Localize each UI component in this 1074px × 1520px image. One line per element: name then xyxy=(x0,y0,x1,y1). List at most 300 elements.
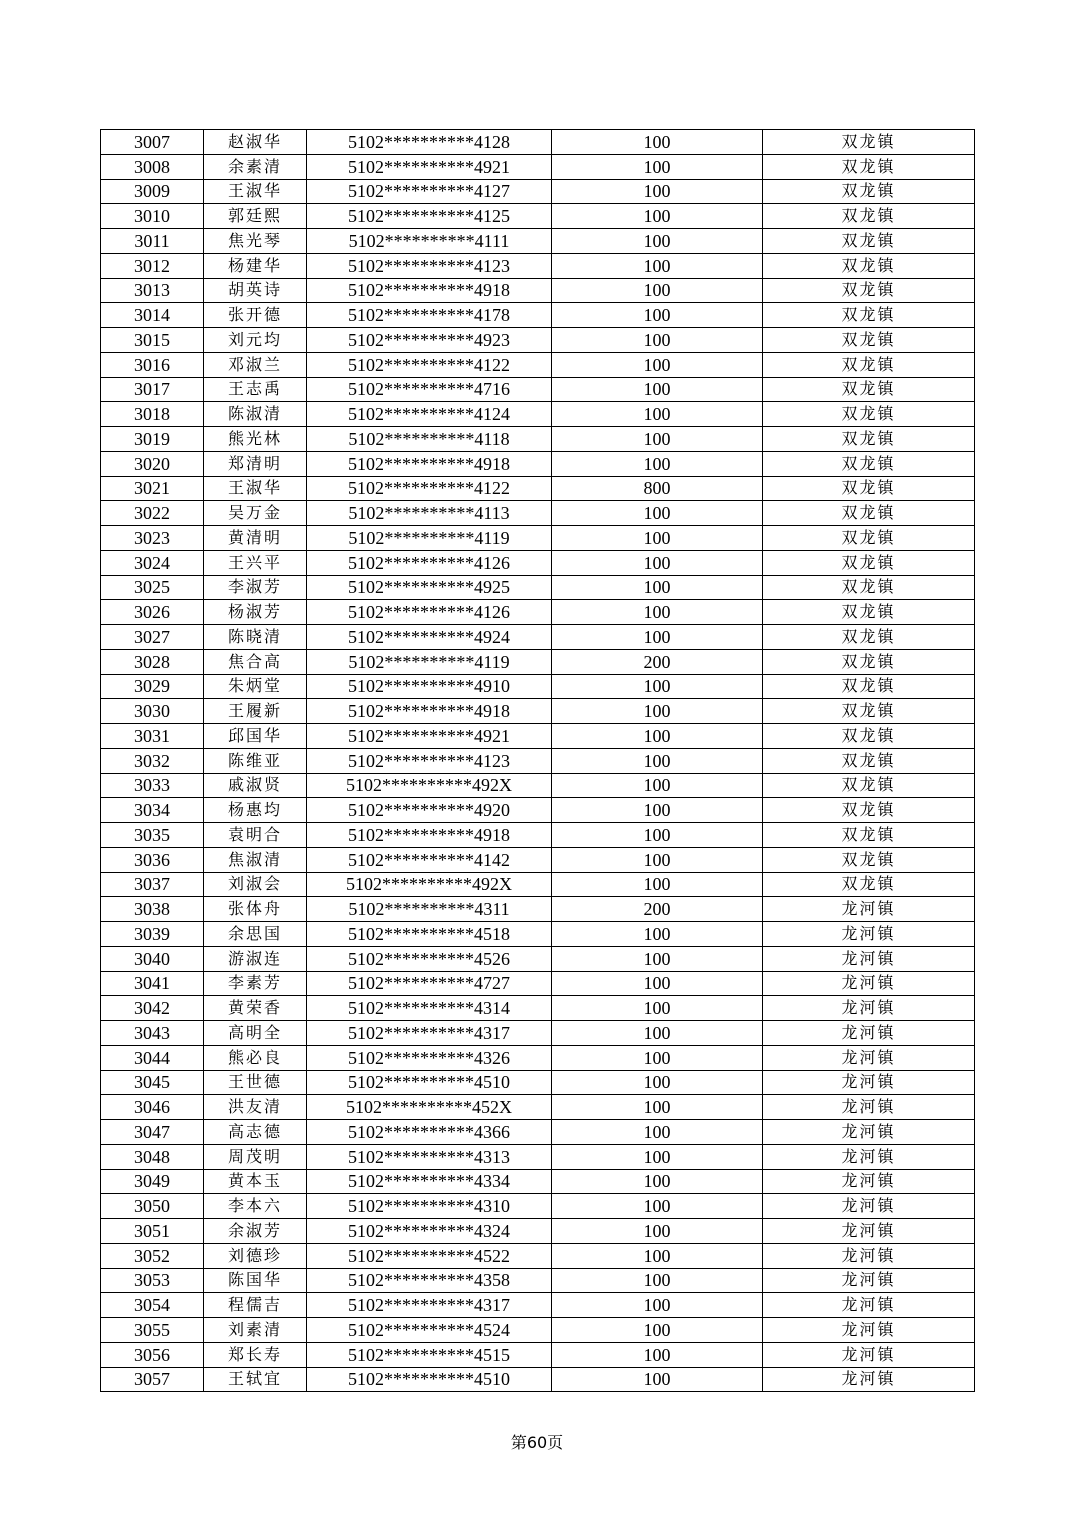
id-number-cell: 5102**********4924 xyxy=(307,625,552,650)
town-cell: 龙河镇 xyxy=(763,897,975,922)
amount-cell: 100 xyxy=(552,154,763,179)
amount-cell: 100 xyxy=(552,1342,763,1367)
table-row xyxy=(101,1021,975,1046)
table-row xyxy=(101,476,975,501)
id-number-cell: 5102**********4526 xyxy=(307,946,552,971)
table-row xyxy=(101,229,975,254)
id-number-cell: 5102**********4925 xyxy=(307,575,552,600)
table-row xyxy=(101,1120,975,1145)
id-number-cell: 5102**********4313 xyxy=(307,1144,552,1169)
town-cell: 双龙镇 xyxy=(763,476,975,501)
name-cell: 袁明合 xyxy=(204,823,307,848)
id-number-cell: 5102**********4510 xyxy=(307,1070,552,1095)
amount-cell: 100 xyxy=(552,253,763,278)
table-row xyxy=(101,1194,975,1219)
town-cell: 双龙镇 xyxy=(763,328,975,353)
name-cell: 王世德 xyxy=(204,1070,307,1095)
town-cell: 双龙镇 xyxy=(763,575,975,600)
id-number-cell: 5102**********4510 xyxy=(307,1367,552,1392)
town-cell: 龙河镇 xyxy=(763,1367,975,1392)
name-cell: 陈淑清 xyxy=(204,402,307,427)
name-cell: 余素清 xyxy=(204,154,307,179)
town-cell: 龙河镇 xyxy=(763,1293,975,1318)
town-cell: 龙河镇 xyxy=(763,1318,975,1343)
table-row xyxy=(101,1144,975,1169)
amount-cell: 100 xyxy=(552,724,763,749)
id-number-cell: 5102**********4126 xyxy=(307,550,552,575)
table-row xyxy=(101,1095,975,1120)
table-row xyxy=(101,550,975,575)
id-number-cell: 5102**********4923 xyxy=(307,328,552,353)
town-cell: 双龙镇 xyxy=(763,154,975,179)
id-number-cell: 5102**********4314 xyxy=(307,996,552,1021)
amount-cell: 100 xyxy=(552,526,763,551)
id-number-cell: 5102**********4518 xyxy=(307,922,552,947)
id-number-cell: 5102**********4326 xyxy=(307,1045,552,1070)
table-row xyxy=(101,179,975,204)
amount-cell: 100 xyxy=(552,328,763,353)
serial-number-cell: 3051 xyxy=(101,1219,204,1244)
id-number-cell: 5102**********4178 xyxy=(307,303,552,328)
amount-cell: 100 xyxy=(552,847,763,872)
town-cell: 龙河镇 xyxy=(763,1095,975,1120)
table-row xyxy=(101,1268,975,1293)
name-cell: 陈国华 xyxy=(204,1268,307,1293)
amount-cell: 100 xyxy=(552,303,763,328)
id-number-cell: 5102**********4122 xyxy=(307,352,552,377)
id-number-cell: 5102**********4123 xyxy=(307,253,552,278)
name-cell: 郑清明 xyxy=(204,451,307,476)
name-cell: 王志禹 xyxy=(204,377,307,402)
name-cell: 张体舟 xyxy=(204,897,307,922)
serial-number-cell: 3017 xyxy=(101,377,204,402)
id-number-cell: 5102**********4142 xyxy=(307,847,552,872)
id-number-cell: 5102**********4910 xyxy=(307,674,552,699)
serial-number-cell: 3032 xyxy=(101,748,204,773)
table-row xyxy=(101,674,975,699)
table-row xyxy=(101,1342,975,1367)
town-cell: 双龙镇 xyxy=(763,130,975,155)
serial-number-cell: 3015 xyxy=(101,328,204,353)
town-cell: 龙河镇 xyxy=(763,946,975,971)
town-cell: 双龙镇 xyxy=(763,773,975,798)
town-cell: 双龙镇 xyxy=(763,501,975,526)
name-cell: 郑长寿 xyxy=(204,1342,307,1367)
id-number-cell: 5102**********4918 xyxy=(307,278,552,303)
serial-number-cell: 3012 xyxy=(101,253,204,278)
town-cell: 双龙镇 xyxy=(763,278,975,303)
name-cell: 黄荣香 xyxy=(204,996,307,1021)
town-cell: 双龙镇 xyxy=(763,649,975,674)
town-cell: 龙河镇 xyxy=(763,1194,975,1219)
amount-cell: 100 xyxy=(552,278,763,303)
amount-cell: 100 xyxy=(552,872,763,897)
id-number-cell: 5102**********4127 xyxy=(307,179,552,204)
name-cell: 王履新 xyxy=(204,699,307,724)
table-row xyxy=(101,922,975,947)
serial-number-cell: 3035 xyxy=(101,823,204,848)
amount-cell: 100 xyxy=(552,1045,763,1070)
serial-number-cell: 3049 xyxy=(101,1169,204,1194)
town-cell: 双龙镇 xyxy=(763,872,975,897)
table-row xyxy=(101,451,975,476)
town-cell: 双龙镇 xyxy=(763,179,975,204)
town-cell: 双龙镇 xyxy=(763,847,975,872)
town-cell: 双龙镇 xyxy=(763,526,975,551)
table-row xyxy=(101,971,975,996)
town-cell: 龙河镇 xyxy=(763,1021,975,1046)
serial-number-cell: 3027 xyxy=(101,625,204,650)
table-row xyxy=(101,823,975,848)
name-cell: 高志德 xyxy=(204,1120,307,1145)
id-number-cell: 5102**********452X xyxy=(307,1095,552,1120)
town-cell: 双龙镇 xyxy=(763,451,975,476)
amount-cell: 100 xyxy=(552,1194,763,1219)
table-row xyxy=(101,253,975,278)
id-number-cell: 5102**********4921 xyxy=(307,154,552,179)
serial-number-cell: 3014 xyxy=(101,303,204,328)
name-cell: 高明全 xyxy=(204,1021,307,1046)
serial-number-cell: 3030 xyxy=(101,699,204,724)
serial-number-cell: 3029 xyxy=(101,674,204,699)
serial-number-cell: 3043 xyxy=(101,1021,204,1046)
serial-number-cell: 3026 xyxy=(101,600,204,625)
name-cell: 洪友清 xyxy=(204,1095,307,1120)
table-row xyxy=(101,724,975,749)
table-row xyxy=(101,748,975,773)
name-cell: 李素芳 xyxy=(204,971,307,996)
amount-cell: 100 xyxy=(552,823,763,848)
name-cell: 邱国华 xyxy=(204,724,307,749)
id-number-cell: 5102**********4119 xyxy=(307,526,552,551)
serial-number-cell: 3037 xyxy=(101,872,204,897)
table-row xyxy=(101,204,975,229)
id-number-cell: 5102**********4358 xyxy=(307,1268,552,1293)
amount-cell: 100 xyxy=(552,427,763,452)
town-cell: 双龙镇 xyxy=(763,550,975,575)
name-cell: 陈晓清 xyxy=(204,625,307,650)
amount-cell: 100 xyxy=(552,600,763,625)
serial-number-cell: 3020 xyxy=(101,451,204,476)
name-cell: 黄本玉 xyxy=(204,1169,307,1194)
amount-cell: 100 xyxy=(552,352,763,377)
town-cell: 龙河镇 xyxy=(763,1070,975,1095)
town-cell: 双龙镇 xyxy=(763,600,975,625)
name-cell: 余淑芳 xyxy=(204,1219,307,1244)
serial-number-cell: 3022 xyxy=(101,501,204,526)
table-row xyxy=(101,773,975,798)
serial-number-cell: 3047 xyxy=(101,1120,204,1145)
table-row xyxy=(101,649,975,674)
serial-number-cell: 3031 xyxy=(101,724,204,749)
town-cell: 龙河镇 xyxy=(763,1144,975,1169)
amount-cell: 100 xyxy=(552,575,763,600)
table-row xyxy=(101,1318,975,1343)
serial-number-cell: 3016 xyxy=(101,352,204,377)
table-row xyxy=(101,526,975,551)
serial-number-cell: 3039 xyxy=(101,922,204,947)
serial-number-cell: 3025 xyxy=(101,575,204,600)
name-cell: 黄清明 xyxy=(204,526,307,551)
table-row xyxy=(101,996,975,1021)
serial-number-cell: 3046 xyxy=(101,1095,204,1120)
amount-cell: 100 xyxy=(552,550,763,575)
table-row xyxy=(101,575,975,600)
name-cell: 吴万金 xyxy=(204,501,307,526)
amount-cell: 100 xyxy=(552,377,763,402)
name-cell: 赵淑华 xyxy=(204,130,307,155)
table-row xyxy=(101,377,975,402)
id-number-cell: 5102**********4122 xyxy=(307,476,552,501)
amount-cell: 100 xyxy=(552,179,763,204)
serial-number-cell: 3010 xyxy=(101,204,204,229)
name-cell: 熊必良 xyxy=(204,1045,307,1070)
table-row xyxy=(101,625,975,650)
table-row xyxy=(101,1045,975,1070)
table-row xyxy=(101,130,975,155)
table-row xyxy=(101,328,975,353)
amount-cell: 100 xyxy=(552,1021,763,1046)
name-cell: 焦光琴 xyxy=(204,229,307,254)
id-number-cell: 5102**********4310 xyxy=(307,1194,552,1219)
amount-cell: 100 xyxy=(552,1318,763,1343)
id-number-cell: 5102**********4118 xyxy=(307,427,552,452)
amount-cell: 100 xyxy=(552,1120,763,1145)
amount-cell: 200 xyxy=(552,897,763,922)
name-cell: 焦合高 xyxy=(204,649,307,674)
name-cell: 张开德 xyxy=(204,303,307,328)
town-cell: 双龙镇 xyxy=(763,699,975,724)
name-cell: 戚淑贤 xyxy=(204,773,307,798)
amount-cell: 100 xyxy=(552,1144,763,1169)
id-number-cell: 5102**********4334 xyxy=(307,1169,552,1194)
amount-cell: 100 xyxy=(552,130,763,155)
name-cell: 王兴平 xyxy=(204,550,307,575)
name-cell: 程儒吉 xyxy=(204,1293,307,1318)
table-row xyxy=(101,946,975,971)
town-cell: 双龙镇 xyxy=(763,402,975,427)
name-cell: 周茂明 xyxy=(204,1144,307,1169)
town-cell: 双龙镇 xyxy=(763,229,975,254)
id-number-cell: 5102**********4119 xyxy=(307,649,552,674)
serial-number-cell: 3044 xyxy=(101,1045,204,1070)
town-cell: 双龙镇 xyxy=(763,204,975,229)
town-cell: 双龙镇 xyxy=(763,377,975,402)
table-row xyxy=(101,1219,975,1244)
id-number-cell: 5102**********4918 xyxy=(307,699,552,724)
serial-number-cell: 3019 xyxy=(101,427,204,452)
town-cell: 双龙镇 xyxy=(763,798,975,823)
serial-number-cell: 3048 xyxy=(101,1144,204,1169)
id-number-cell: 5102**********4311 xyxy=(307,897,552,922)
table-row xyxy=(101,303,975,328)
town-cell: 龙河镇 xyxy=(763,1169,975,1194)
name-cell: 刘淑会 xyxy=(204,872,307,897)
serial-number-cell: 3052 xyxy=(101,1243,204,1268)
table-row xyxy=(101,1169,975,1194)
amount-cell: 100 xyxy=(552,501,763,526)
roster-table-body xyxy=(101,130,975,1392)
amount-cell: 100 xyxy=(552,204,763,229)
name-cell: 王淑华 xyxy=(204,476,307,501)
table-row xyxy=(101,1070,975,1095)
serial-number-cell: 3033 xyxy=(101,773,204,798)
town-cell: 龙河镇 xyxy=(763,922,975,947)
serial-number-cell: 3050 xyxy=(101,1194,204,1219)
amount-cell: 100 xyxy=(552,1243,763,1268)
id-number-cell: 5102**********4918 xyxy=(307,451,552,476)
amount-cell: 100 xyxy=(552,451,763,476)
amount-cell: 100 xyxy=(552,1268,763,1293)
serial-number-cell: 3024 xyxy=(101,550,204,575)
id-number-cell: 5102**********4126 xyxy=(307,600,552,625)
table-row xyxy=(101,1293,975,1318)
amount-cell: 100 xyxy=(552,773,763,798)
serial-number-cell: 3011 xyxy=(101,229,204,254)
name-cell: 杨建华 xyxy=(204,253,307,278)
id-number-cell: 5102**********4111 xyxy=(307,229,552,254)
page-number: 第60页 xyxy=(510,1433,564,1452)
name-cell: 李淑芳 xyxy=(204,575,307,600)
amount-cell: 100 xyxy=(552,229,763,254)
serial-number-cell: 3041 xyxy=(101,971,204,996)
serial-number-cell: 3021 xyxy=(101,476,204,501)
name-cell: 熊光林 xyxy=(204,427,307,452)
table-row xyxy=(101,501,975,526)
town-cell: 龙河镇 xyxy=(763,971,975,996)
table-row xyxy=(101,872,975,897)
serial-number-cell: 3056 xyxy=(101,1342,204,1367)
serial-number-cell: 3008 xyxy=(101,154,204,179)
id-number-cell: 5102**********4324 xyxy=(307,1219,552,1244)
town-cell: 双龙镇 xyxy=(763,303,975,328)
table-row xyxy=(101,278,975,303)
amount-cell: 100 xyxy=(552,1367,763,1392)
town-cell: 双龙镇 xyxy=(763,352,975,377)
amount-cell: 100 xyxy=(552,748,763,773)
town-cell: 龙河镇 xyxy=(763,1219,975,1244)
serial-number-cell: 3053 xyxy=(101,1268,204,1293)
roster-table xyxy=(100,129,975,1392)
table-row xyxy=(101,847,975,872)
amount-cell: 100 xyxy=(552,674,763,699)
name-cell: 余思国 xyxy=(204,922,307,947)
table-row xyxy=(101,352,975,377)
table-row xyxy=(101,1243,975,1268)
town-cell: 双龙镇 xyxy=(763,748,975,773)
amount-cell: 100 xyxy=(552,1070,763,1095)
amount-cell: 100 xyxy=(552,946,763,971)
serial-number-cell: 3034 xyxy=(101,798,204,823)
id-number-cell: 5102**********4317 xyxy=(307,1021,552,1046)
serial-number-cell: 3013 xyxy=(101,278,204,303)
table-row xyxy=(101,600,975,625)
id-number-cell: 5102**********4920 xyxy=(307,798,552,823)
town-cell: 龙河镇 xyxy=(763,1243,975,1268)
table-row xyxy=(101,798,975,823)
amount-cell: 100 xyxy=(552,1095,763,1120)
name-cell: 王淑华 xyxy=(204,179,307,204)
amount-cell: 100 xyxy=(552,625,763,650)
id-number-cell: 5102**********492X xyxy=(307,872,552,897)
town-cell: 龙河镇 xyxy=(763,1120,975,1145)
id-number-cell: 5102**********4113 xyxy=(307,501,552,526)
name-cell: 焦淑清 xyxy=(204,847,307,872)
town-cell: 龙河镇 xyxy=(763,1342,975,1367)
name-cell: 邓淑兰 xyxy=(204,352,307,377)
table-row xyxy=(101,897,975,922)
name-cell: 杨淑芳 xyxy=(204,600,307,625)
name-cell: 胡英诗 xyxy=(204,278,307,303)
serial-number-cell: 3040 xyxy=(101,946,204,971)
amount-cell: 800 xyxy=(552,476,763,501)
id-number-cell: 5102**********4918 xyxy=(307,823,552,848)
name-cell: 陈维亚 xyxy=(204,748,307,773)
serial-number-cell: 3057 xyxy=(101,1367,204,1392)
amount-cell: 100 xyxy=(552,1169,763,1194)
name-cell: 朱炳堂 xyxy=(204,674,307,699)
name-cell: 刘素清 xyxy=(204,1318,307,1343)
id-number-cell: 5102**********4921 xyxy=(307,724,552,749)
name-cell: 郭廷熙 xyxy=(204,204,307,229)
name-cell: 王轼宜 xyxy=(204,1367,307,1392)
table-row xyxy=(101,1367,975,1392)
amount-cell: 100 xyxy=(552,1219,763,1244)
id-number-cell: 5102**********4727 xyxy=(307,971,552,996)
serial-number-cell: 3007 xyxy=(101,130,204,155)
id-number-cell: 5102**********4515 xyxy=(307,1342,552,1367)
name-cell: 刘元均 xyxy=(204,328,307,353)
id-number-cell: 5102**********4125 xyxy=(307,204,552,229)
town-cell: 龙河镇 xyxy=(763,996,975,1021)
table-row xyxy=(101,402,975,427)
town-cell: 龙河镇 xyxy=(763,1045,975,1070)
name-cell: 刘德珍 xyxy=(204,1243,307,1268)
town-cell: 双龙镇 xyxy=(763,674,975,699)
name-cell: 游淑连 xyxy=(204,946,307,971)
amount-cell: 100 xyxy=(552,971,763,996)
town-cell: 双龙镇 xyxy=(763,823,975,848)
serial-number-cell: 3023 xyxy=(101,526,204,551)
serial-number-cell: 3054 xyxy=(101,1293,204,1318)
serial-number-cell: 3055 xyxy=(101,1318,204,1343)
town-cell: 双龙镇 xyxy=(763,427,975,452)
table-row xyxy=(101,154,975,179)
serial-number-cell: 3045 xyxy=(101,1070,204,1095)
id-number-cell: 5102**********4716 xyxy=(307,377,552,402)
id-number-cell: 5102**********4366 xyxy=(307,1120,552,1145)
serial-number-cell: 3028 xyxy=(101,649,204,674)
id-number-cell: 5102**********4123 xyxy=(307,748,552,773)
amount-cell: 100 xyxy=(552,922,763,947)
name-cell: 李本六 xyxy=(204,1194,307,1219)
town-cell: 双龙镇 xyxy=(763,724,975,749)
table-row xyxy=(101,427,975,452)
id-number-cell: 5102**********4524 xyxy=(307,1318,552,1343)
serial-number-cell: 3036 xyxy=(101,847,204,872)
amount-cell: 100 xyxy=(552,996,763,1021)
name-cell: 杨惠均 xyxy=(204,798,307,823)
id-number-cell: 5102**********4522 xyxy=(307,1243,552,1268)
amount-cell: 100 xyxy=(552,1293,763,1318)
serial-number-cell: 3018 xyxy=(101,402,204,427)
serial-number-cell: 3009 xyxy=(101,179,204,204)
table-row xyxy=(101,699,975,724)
id-number-cell: 5102**********4128 xyxy=(307,130,552,155)
serial-number-cell: 3042 xyxy=(101,996,204,1021)
id-number-cell: 5102**********492X xyxy=(307,773,552,798)
amount-cell: 200 xyxy=(552,649,763,674)
